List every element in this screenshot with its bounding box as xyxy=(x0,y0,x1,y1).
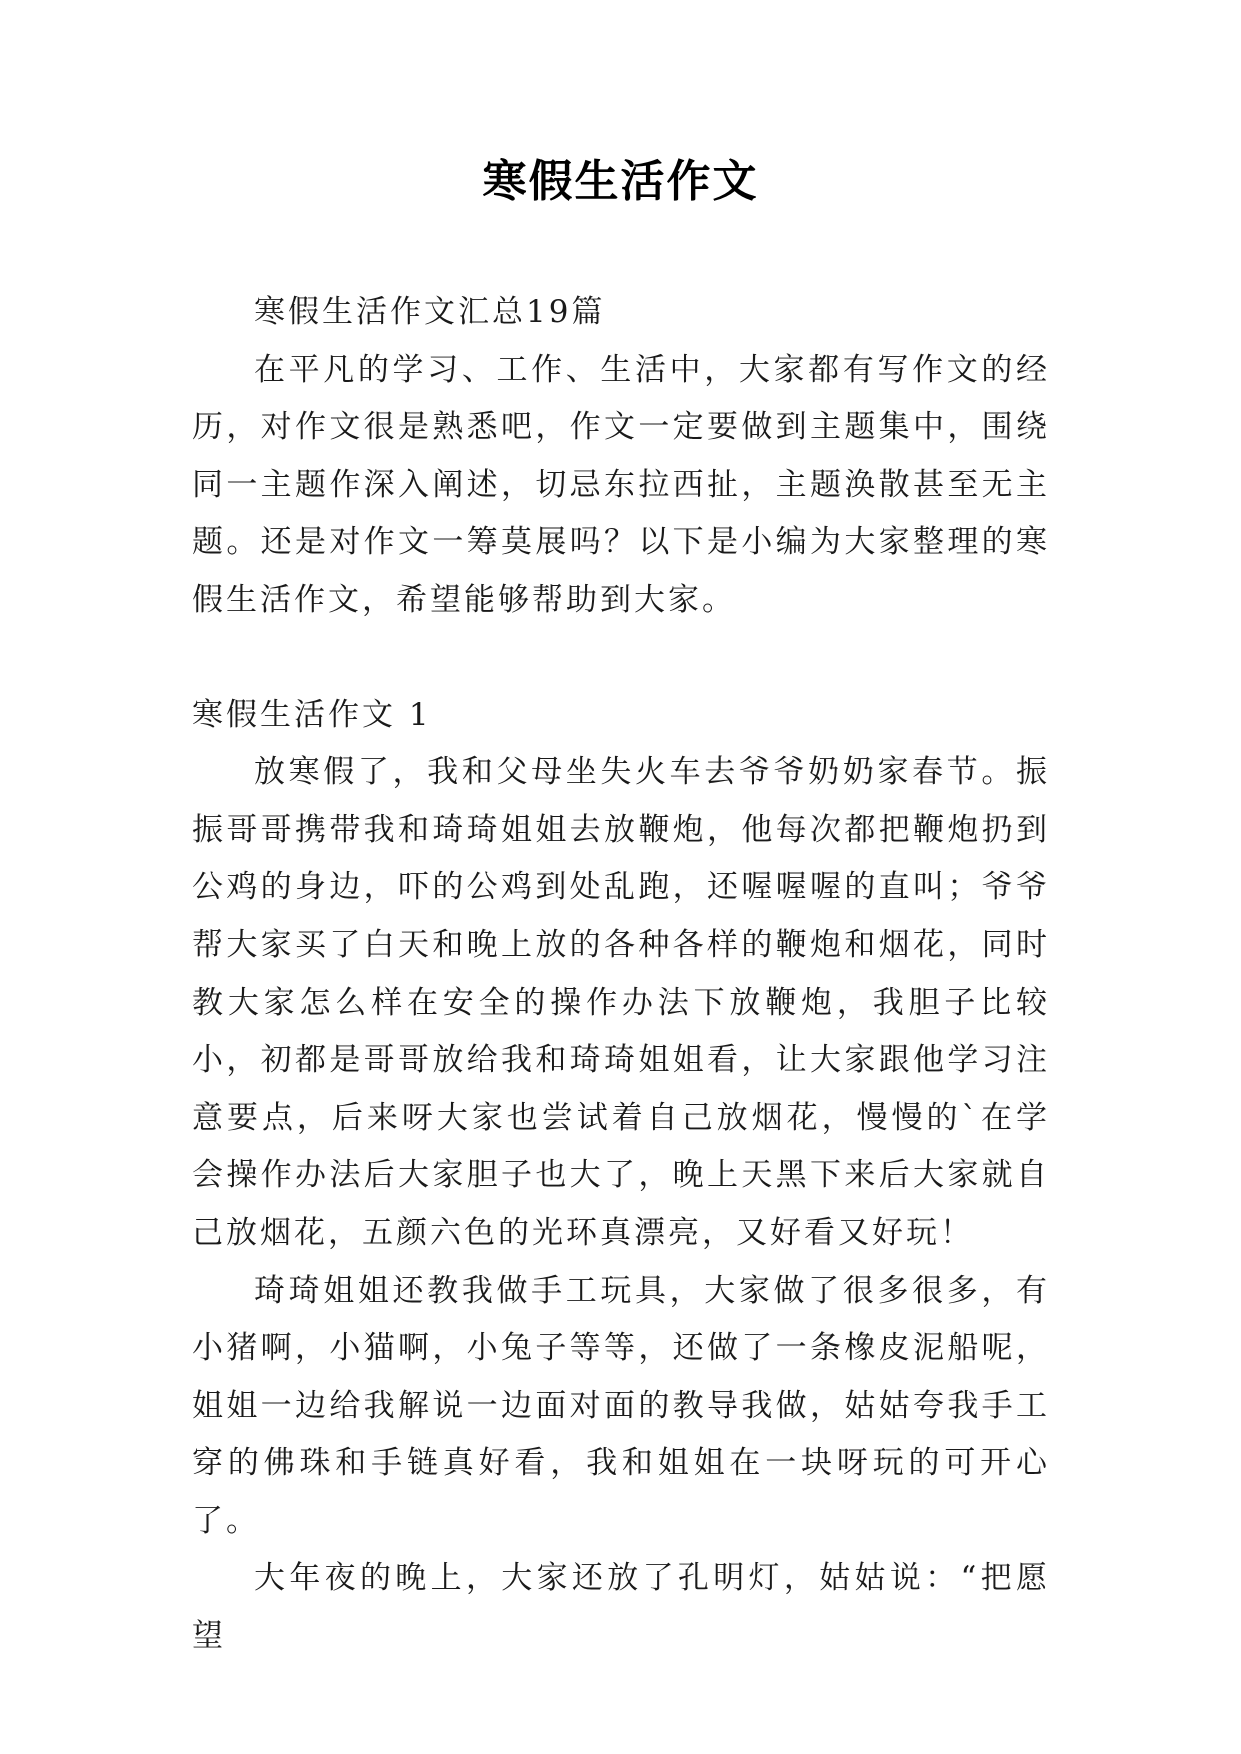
section-heading: 寒假生活作文 1 xyxy=(192,696,432,733)
document-body xyxy=(192,284,1050,1666)
intro-paragraph: 在平凡的学习、工作、生活中，大家都有写作文的经历，对作文很是熟悉吧，作文一定要做到主题集中，围绕同一主题作深入阐述，切忌东拉西扯，主题涣散甚至无主题。还是对作文一筹莫展吗？以下是小编为大家整理的寒假生活作文，希望能够帮助到大家。 xyxy=(192,351,1050,618)
body-paragraph-2: 琦琦姐姐还教我做手工玩具，大家做了很多很多，有小猪啊，小猫啊，小兔子等等，还做了一条橡皮泥船呢，姐姐一边给我解说一边面对面的教导我做，姑姑夸我手工穿的佛珠和手链真好看，我和姐姐在一块呀玩的可开心了。 xyxy=(192,1272,1050,1539)
document-title: 寒假生活作文 xyxy=(482,156,759,207)
body-paragraph-3: 大年夜的晚上，大家还放了孔明灯，姑姑说：“把愿望 xyxy=(192,1560,1050,1655)
body-paragraph-1: 放寒假了，我和父母坐失火车去爷爷奶奶家春节。振振哥哥携带我和琦琦姐姐去放鞭炮，他每次都把鞭炮扔到公鸡的身边，吓的公鸡到处乱跑，还喔喔喔的直叫；爷爷帮大家买了白天和晚上放的各种各样的鞭炮和烟花，同时教大家怎么样在安全的操作办法下放鞭炮，我胆子比较小，初都是哥哥放给我和琦琦姐姐看，让大家跟他学习注意要点，后来呀大家也尝试着自己放烟花，慢慢的`在学会操作办法后大家胆子也大了，晚上天黑下来后大家就自己放烟花，五颜六色的光环真漂亮，又好看又好玩！ xyxy=(192,754,1050,1251)
intro-heading: 寒假生活作文汇总19篇 xyxy=(254,294,606,330)
